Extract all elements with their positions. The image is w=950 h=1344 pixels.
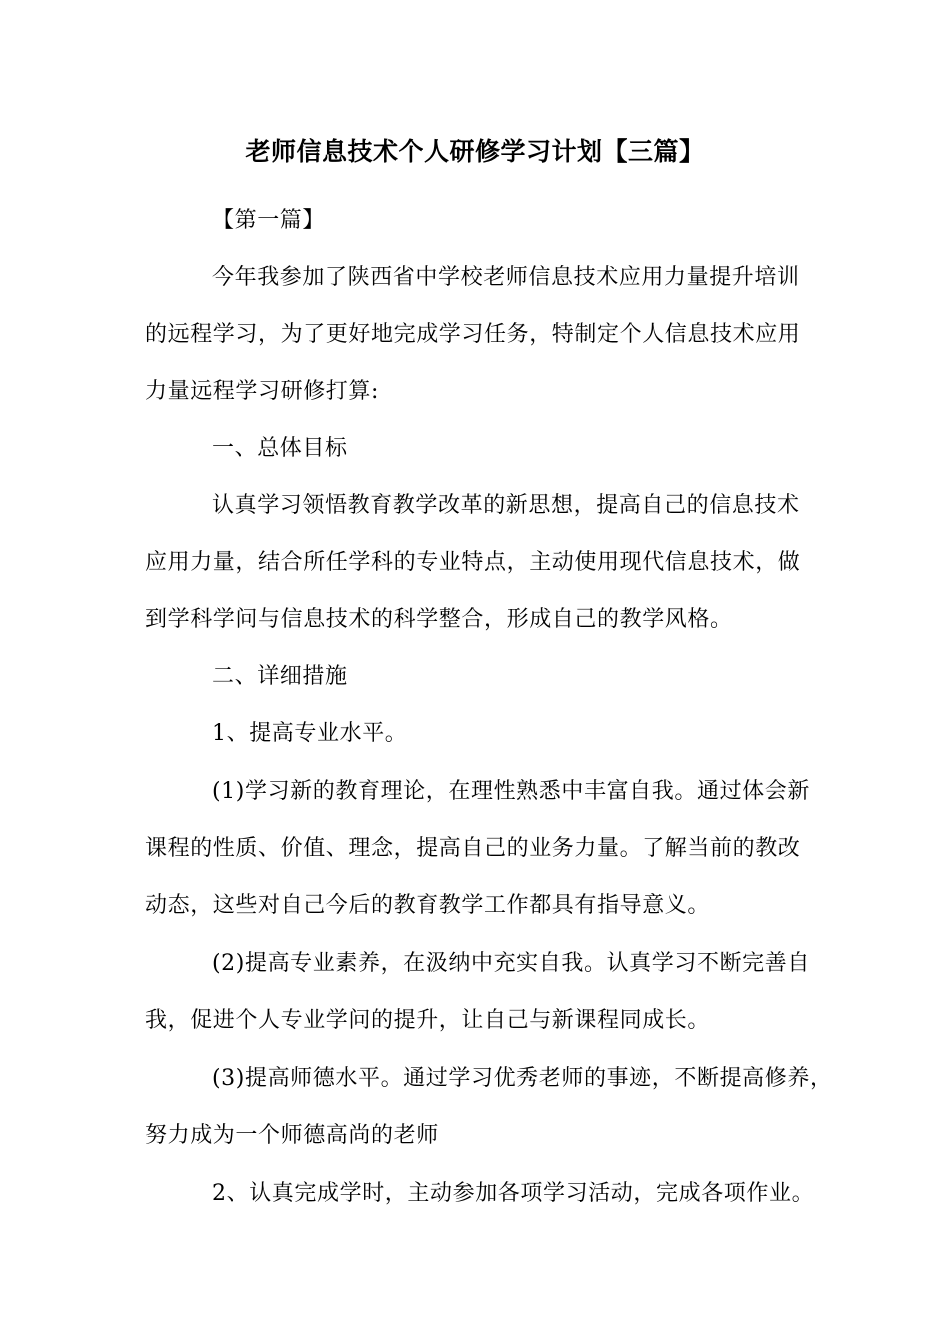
section-heading-goals: 一、总体目标	[212, 436, 348, 461]
paragraph-intro-line-2: 的远程学习，为了更好地完成学习任务，特制定个人信息技术应用	[145, 322, 801, 347]
sub-item-3-line-2: 努力成为一个师德高尚的老师	[145, 1123, 439, 1148]
paragraph-intro-line-3: 力量远程学习研修打算:	[145, 379, 380, 404]
sub-item-1-line-2: 课程的性质、价值、理念，提高自己的业务力量。了解当前的教改	[145, 836, 801, 861]
document-title: 老师信息技术个人研修学习计划【三篇】	[245, 137, 705, 166]
sub-item-1-line-3: 动态，这些对自己今后的教育教学工作都具有指导意义。	[145, 893, 711, 918]
section-heading-measures: 二、详细措施	[212, 664, 348, 689]
sub-item-2-line-1: (2)提高专业素养，在汲纳中充实自我。认真学习不断完善自	[212, 951, 810, 976]
section-heading-first-part: 【第一篇】	[212, 208, 326, 233]
paragraph-intro-line-1: 今年我参加了陕西省中学校老师信息技术应用力量提升培训	[212, 265, 800, 290]
sub-item-2-line-2: 我，促进个人专业学问的提升，让自己与新课程同成长。	[145, 1008, 711, 1033]
list-item-1: 1、提高专业水平。	[212, 721, 408, 746]
list-item-2: 2、认真完成学时，主动参加各项学习活动，完成各项作业。	[212, 1181, 815, 1206]
paragraph-goals-line-2: 应用力量，结合所任学科的专业特点，主动使用现代信息技术，做	[145, 550, 801, 575]
sub-item-1-line-1: (1)学习新的教育理论，在理性熟悉中丰富自我。通过体会新	[212, 779, 810, 804]
paragraph-goals-line-3: 到学科学问与信息技术的科学整合，形成自己的教学风格。	[145, 607, 733, 632]
paragraph-goals-line-1: 认真学习领悟教育教学改革的新思想，提高自己的信息技术	[212, 493, 800, 518]
sub-item-3-line-1: (3)提高师德水平。通过学习优秀老师的事迹，不断提高修养，	[212, 1066, 833, 1091]
